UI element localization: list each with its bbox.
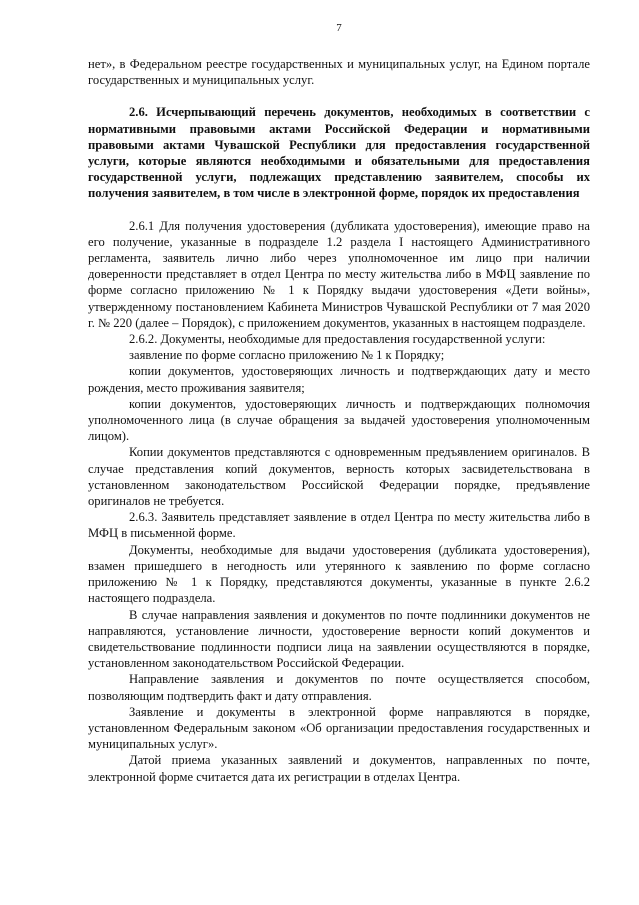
- paragraph-continuation: нет», в Федеральном реестре государственных и муниципальных услуг, на Едином портале государственных и муниципальных услуг.: [88, 57, 590, 88]
- paragraph-2-6-1: 2.6.1 Для получения удостоверения (дубликата удостоверения), имеющие право на его получение, указанные в подразделе 1.2 раздела I настоящего Административного регламента, заявитель лично либо через уполномоченное им лицо при наличии доверенности представляет в отдел Центра по месту жительства либо в МФЦ заявление по форме согласно приложению № 1 к Порядку выдачи удостоверения «Дети войны», утвержденному постановлением Кабинета Министров Чувашской Республики от 7 мая 2020 г. № 220 (далее – Порядок), с приложением документов, указанных в настоящем подразделе.: [88, 218, 590, 330]
- list-item-representative-copies: копии документов, удостоверяющих личность и подтверждающих полномочия уполномоченного лица (в случае обращения за выдачей удостоверения уполномоченным лицом).: [88, 396, 590, 444]
- paragraph-receipt-date: Датой приема указанных заявлений и документов, направленных по почте, электронной форме считается дата их регистрации в отделах Центра.: [88, 753, 590, 784]
- paragraph-duplicate: Документы, необходимые для выдачи удостоверения (дубликата удостоверения), взамен пришедшего в негодность или утерянного к заявлению по форме согласно приложению № 1 к Порядку, представляются документы, указанные в пункте 2.6.2 настоящего подраздела.: [88, 542, 590, 606]
- paragraph-postal-method: Направление заявления и документов по почте осуществляется способом, позволяющим подтвердить факт и дату отправления.: [88, 672, 590, 703]
- paragraph-2-6-2: 2.6.2. Документы, необходимые для предоставления государственной услуги:: [129, 332, 546, 347]
- paragraph-electronic-form: Заявление и документы в электронной форме направляются в порядке, установленном Федеральным законом «Об организации предоставления государственных и муниципальных услуг».: [88, 704, 590, 752]
- paragraph-postal-documents: В случае направления заявления и документов по почте подлинники документов не направляются, установление личности, удостоверение верности копий документов и свидетельствование подлинности подписи лица на заявлении осуществляются в порядке, установленном законодательством Российской Федерации.: [88, 607, 590, 671]
- list-item-identity-copies: копии документов, удостоверяющих личность и подтверждающих дату и место рождения, место проживания заявителя;: [88, 364, 590, 395]
- page-number: 7: [336, 22, 342, 34]
- paragraph-originals: Копии документов представляются с одновременным предъявлением оригиналов. В случае представления копий документов, верность которых засвидетельствована в установленном законодательством Российской Федерации порядке, предъявление оригиналов не требуется.: [88, 445, 590, 509]
- paragraph-2-6-3: 2.6.3. Заявитель представляет заявление в отдел Центра по месту жительства либо в МФЦ в письменной форме.: [88, 510, 590, 541]
- list-item-application: заявление по форме согласно приложению № 1 к Порядку;: [129, 348, 445, 363]
- section-heading-2-6: 2.6. Исчерпывающий перечень документов, необходимых в соответствии с нормативными правовыми актами Российской Федерации и нормативными правовыми актами Чувашской Республики для предоставления государственной услуги, которые являются необходимыми и обязательными для предоставления государственной услуги, подлежащих представлению заявителем, способы их получения заявителем, в том числе в электронной форме, порядок их предоставления: [88, 105, 590, 201]
